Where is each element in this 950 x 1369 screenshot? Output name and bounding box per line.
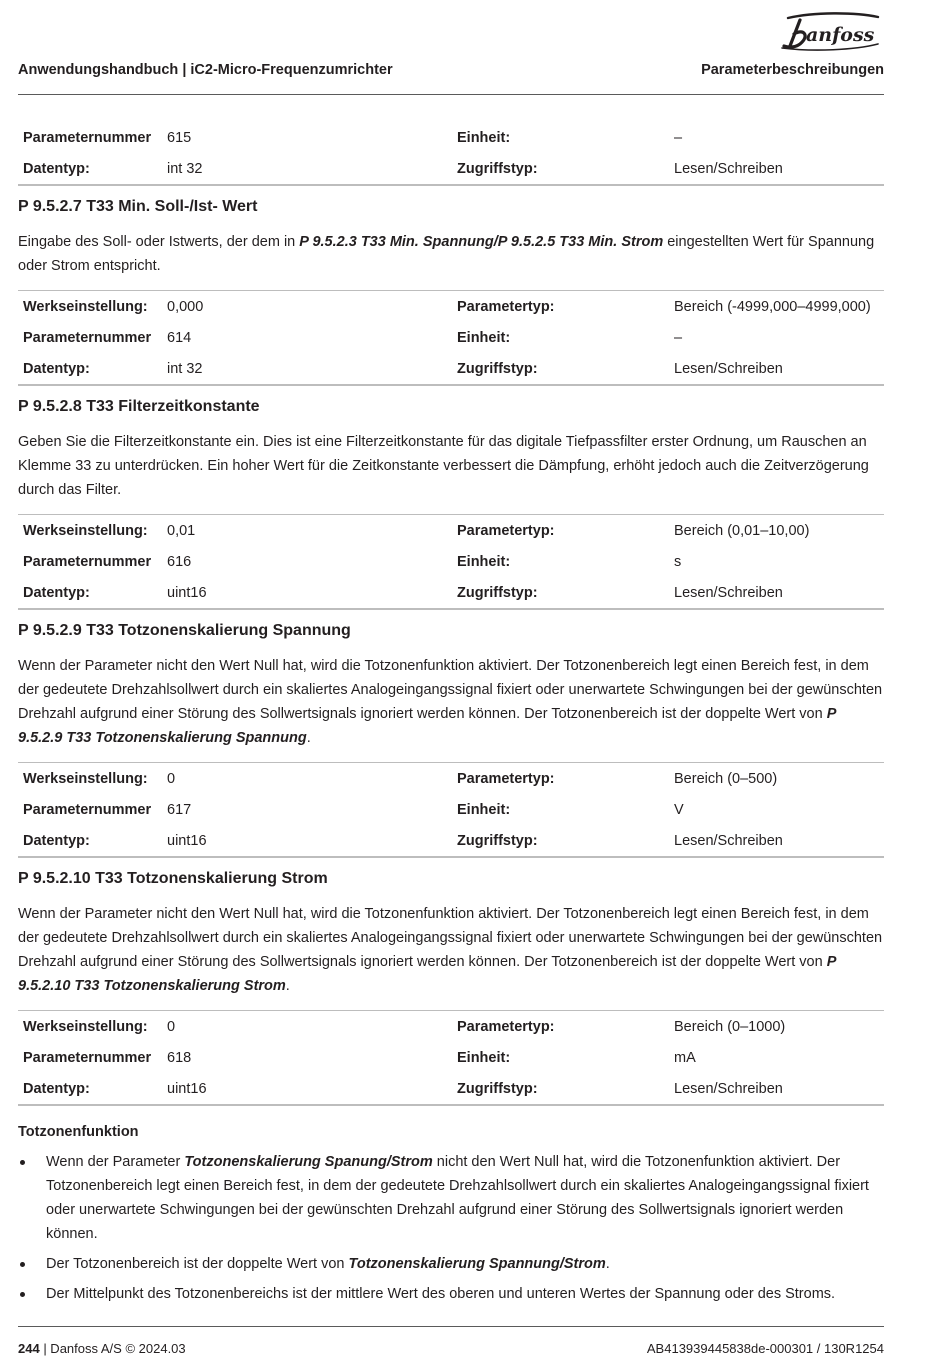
desc-text: .: [306, 730, 311, 746]
cell-label: Einheit:: [457, 129, 511, 146]
list-parameter-reference: Totzonenskalierung Spanung/Strom: [184, 1154, 433, 1170]
cell-value: uint16: [167, 584, 207, 601]
cell-label: Parametertyp:: [457, 298, 555, 315]
desc-text: eingestellten Wert für Spannung oder Strom entspricht.: [18, 234, 875, 274]
table-row: [18, 763, 884, 795]
footer-divider: [18, 1326, 884, 1327]
cell-value: s: [674, 553, 682, 570]
list-item: [18, 1252, 884, 1276]
parameter-table-615: [18, 122, 884, 186]
cell-value: Lesen/Schreiben: [674, 584, 783, 601]
page-number: 244: [18, 1341, 40, 1356]
cell-value: Lesen/Schreiben: [674, 832, 783, 849]
cell-label: Parameternummer: [23, 553, 152, 570]
table-row: [18, 1011, 884, 1043]
cell-value: int 32: [167, 360, 203, 377]
list-text: .: [605, 1256, 610, 1272]
table-row: [18, 1042, 884, 1073]
header-chapter-title: Parameterbeschreibungen: [701, 62, 884, 78]
cell-label: Parameternummer: [23, 329, 152, 346]
cell-label: Parameternummer: [23, 801, 152, 818]
desc-text: .: [285, 978, 290, 994]
cell-value: 0: [167, 1018, 176, 1035]
section-description: Geben Sie die Filterzeitkonstante ein. Dies ist eine Filterzeitkonstante für das digitale Tiefpassfilter erster Ordnung, um Rauschen an Klemme 33 zu unterdrücken. Ein hoher Wert für die Zeitkonstante verbessert die Dämpfung, erhöht jedoch auch die Zeitverzögerung durch das Filter.: [18, 434, 869, 498]
cell-label: Parametertyp:: [457, 770, 555, 787]
cell-label: Werkseinstellung:: [23, 298, 148, 315]
cell-value: Lesen/Schreiben: [674, 1080, 783, 1097]
bullet-icon: [20, 1262, 25, 1267]
cell-value: 614: [167, 329, 192, 346]
cell-value: uint16: [167, 832, 207, 849]
header-document-title: Anwendungshandbuch | iC2-Micro-Frequenzumrichter: [18, 62, 393, 78]
list-text: Der Mittelpunkt des Totzonenbereichs ist der mittlere Wert des oberen und unteren Wertes der Spannung oder des Stroms.: [46, 1286, 836, 1302]
parameter-table-618: [18, 1010, 884, 1106]
cell-value: 0: [167, 770, 176, 787]
table-row: [18, 153, 884, 185]
cell-label: Parameternummer: [23, 1049, 152, 1066]
cell-value: –: [674, 129, 683, 146]
cell-value: int 32: [167, 160, 203, 177]
section-description: [18, 230, 884, 278]
cell-label: Datentyp:: [23, 584, 90, 601]
list-item: [18, 1282, 884, 1306]
desc-parameter-reference: P 9.5.2.3 T33 Min. Spannung/P 9.5.2.5 T33 Min. Strom: [299, 234, 664, 250]
cell-label: Parametertyp:: [457, 522, 555, 539]
section-heading-9-5-2-10: P 9.5.2.10 T33 Totzonenskalierung Strom: [18, 870, 328, 887]
desc-text: Eingabe des Soll- oder Istwerts, der dem in: [18, 234, 300, 250]
cell-value: Bereich (0–1000): [674, 1018, 786, 1035]
desc-text: Wenn der Parameter nicht den Wert Null hat, wird die Totzonenfunktion aktiviert. Der Totzonenbereich legt einen Bereich fest, in dem der gedeutete Drehzahlsollwert durch ein skaliertes Analogeingangssignal fixiert oder unerwartete Schwingungen bei der gewünschten Drehzahl aufgrund einer Störung des Sollwertsignals ignoriert werden können. Der Totzonenbereich ist der doppelte Wert von: [18, 658, 883, 722]
cell-value: 615: [167, 129, 192, 146]
danfoss-logo: [774, 8, 882, 52]
cell-value: Bereich (0–500): [674, 770, 778, 787]
bullet-icon: [20, 1292, 25, 1297]
cell-label: Parametertyp:: [457, 1018, 555, 1035]
cell-label: Zugriffstyp:: [457, 160, 538, 177]
cell-value: 0,000: [167, 298, 204, 315]
cell-value: 616: [167, 553, 192, 570]
footer-copyright: | Danfoss A/S © 2024.03: [39, 1341, 186, 1356]
cell-label: Zugriffstyp:: [457, 832, 538, 849]
cell-value: Lesen/Schreiben: [674, 360, 783, 377]
list-text: Der Totzonenbereich ist der doppelte Wert von: [46, 1256, 349, 1272]
list-text: Wenn der Parameter: [46, 1154, 185, 1170]
cell-value: –: [674, 329, 683, 346]
section-heading-9-5-2-7: P 9.5.2.7 T33 Min. Soll-/Ist- Wert: [18, 198, 258, 215]
table-row: [18, 322, 884, 353]
cell-value: uint16: [167, 1080, 207, 1097]
page: [18, 0, 884, 1369]
table-row: [18, 1073, 884, 1105]
footer-document-id: AB413939445838de-000301 / 130R1254: [646, 1341, 884, 1356]
parameter-table-617: [18, 762, 884, 858]
table-row: [18, 794, 884, 825]
list-text: nicht den Wert Null hat, wird die Totzonenfunktion aktiviert. Der Totzonenbereich legt einen Bereich fest, in dem der gedeutete Drehzahlsollwert durch ein skaliertes Analogeingangssignal fixiert oder unerwartete Schwingungen bei der gewünschten Drehzahl aufgrund einer Störung des Sollwertsignals ignoriert werden können.: [46, 1154, 869, 1242]
table-row: [18, 515, 884, 547]
cell-label: Datentyp:: [23, 1080, 90, 1097]
cell-label: Einheit:: [457, 801, 511, 818]
cell-label: Parameternummer: [23, 129, 152, 146]
section-description: [18, 902, 884, 998]
svg-text:anfoss: anfoss: [806, 24, 875, 46]
cell-label: Werkseinstellung:: [23, 522, 148, 539]
cell-value: 0,01: [167, 522, 196, 539]
cell-label: Einheit:: [457, 329, 511, 346]
list-item: [18, 1150, 884, 1246]
cell-value: V: [674, 801, 684, 818]
section-heading-9-5-2-9: P 9.5.2.9 T33 Totzonenskalierung Spannung: [18, 622, 351, 639]
cell-value: Bereich (0,01–10,00): [674, 522, 810, 539]
cell-label: Werkseinstellung:: [23, 770, 148, 787]
table-row: [18, 546, 884, 577]
cell-label: Zugriffstyp:: [457, 1080, 538, 1097]
cell-label: Datentyp:: [23, 832, 90, 849]
cell-label: Zugriffstyp:: [457, 584, 538, 601]
section-heading-9-5-2-8: P 9.5.2.8 T33 Filterzeitkonstante: [18, 398, 260, 415]
table-row: [18, 353, 884, 385]
cell-value: Lesen/Schreiben: [674, 160, 783, 177]
footer-page-info: [18, 1341, 186, 1356]
table-row: [18, 291, 884, 323]
cell-value: 618: [167, 1049, 192, 1066]
list-parameter-reference: Totzonenskalierung Spannung/Strom: [348, 1256, 606, 1272]
header-divider: [18, 94, 884, 95]
cell-value: mA: [674, 1049, 696, 1066]
cell-label: Einheit:: [457, 1049, 511, 1066]
desc-parameter-reference: P 9.5.2.10 T33 Totzonenskalierung Strom: [18, 954, 836, 994]
desc-parameter-reference: P 9.5.2.9 T33 Totzonenskalierung Spannung: [18, 706, 836, 746]
totzonenfunktion-list: [18, 1150, 884, 1306]
section-description: [18, 654, 884, 750]
cell-label: Datentyp:: [23, 160, 90, 177]
cell-value: Bereich (-4999,000–4999,000): [674, 298, 871, 315]
table-row: [18, 122, 884, 153]
page-content: [18, 122, 884, 1312]
cell-label: Datentyp:: [23, 360, 90, 377]
table-row: [18, 577, 884, 609]
cell-label: Einheit:: [457, 553, 511, 570]
cell-label: Werkseinstellung:: [23, 1018, 148, 1035]
parameter-table-616: [18, 514, 884, 610]
bullet-icon: [20, 1160, 25, 1165]
table-row: [18, 825, 884, 857]
cell-label: Zugriffstyp:: [457, 360, 538, 377]
cell-value: 617: [167, 801, 192, 818]
totzonenfunktion-heading: Totzonenfunktion: [18, 1124, 139, 1140]
parameter-table-614: [18, 290, 884, 386]
desc-text: Wenn der Parameter nicht den Wert Null hat, wird die Totzonenfunktion aktiviert. Der Totzonenbereich legt einen Bereich fest, in dem der gedeutete Drehzahlsollwert durch ein skaliertes Analogeingangssignal fixiert oder unerwartete Schwingungen bei der gewünschten Drehzahl aufgrund einer Störung des Sollwertsignals ignoriert werden können. Der Totzonenbereich ist der doppelte Wert von: [18, 906, 883, 970]
